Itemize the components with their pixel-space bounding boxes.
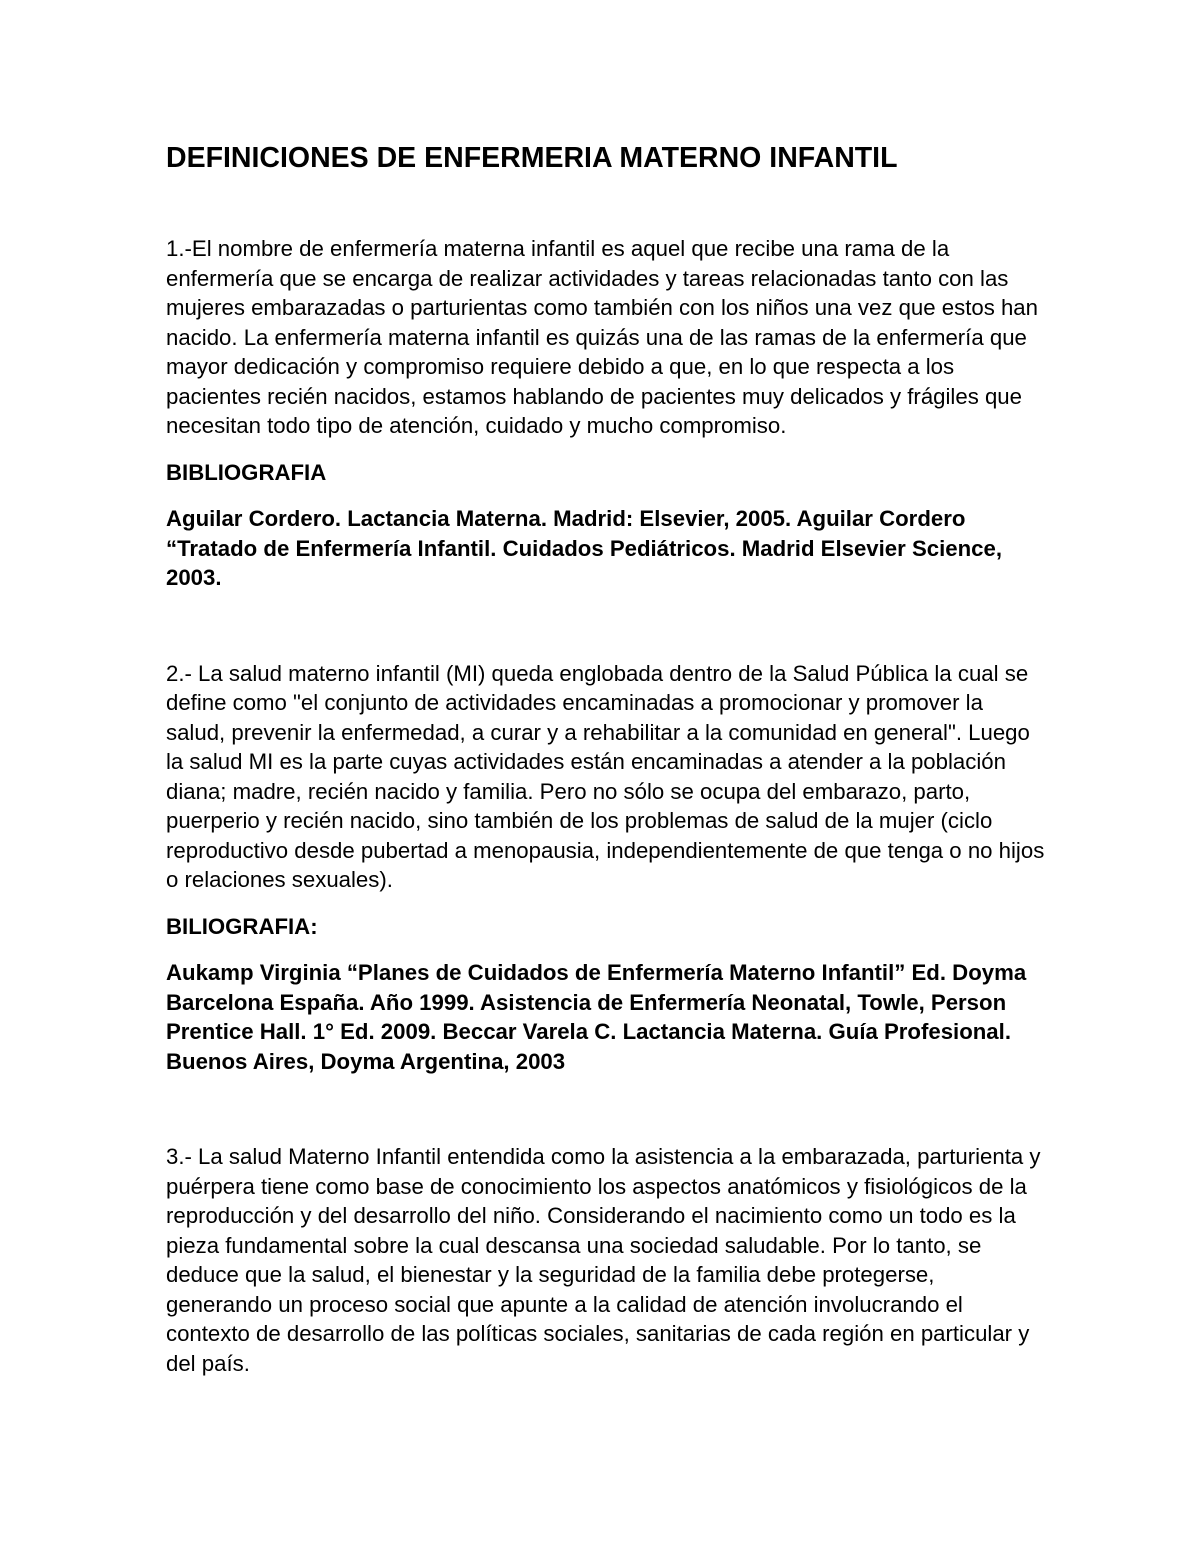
definition-2-text: 2.- La salud materno infantil (MI) queda englobada dentro de la Salud Pública la cual se define como "el conjunto de actividades encaminadas a promocionar y promover la salud, prevenir la enfermedad, a curar y a rehabilitar a la comunidad en general". Luego la salud MI es la parte cuyas actividades están encaminadas a atender a la población diana; madre, recién nacido y familia. Pero no sólo se ocupa del embarazo, parto, puerperio y recién nacido, sino también de los problemas de salud de la mujer (ciclo reproductivo desde pubertad a menopausia, independientemente de que tenga o no hijos o relaciones sexuales). (166, 660, 1045, 892)
bibliography-1-text: Aguilar Cordero. Lactancia Materna. Madrid: Elsevier, 2005. Aguilar Cordero “Tratado de Enfermería Infantil. Cuidados Pediátricos. Madrid Elsevier Science, 2003. (166, 506, 1002, 590)
bibliography-2-heading: BILIOGRAFIA: (166, 913, 318, 939)
bibliography-2-text: Aukamp Virginia “Planes de Cuidados de Enfermería Materno Infantil” Ed. Doyma Barcelona España. Año 1999. Asistencia de Enfermería Neonatal, Towle, Person Prentice Hall. 1° Ed. 2009. Beccar Varela C. Lactancia Materna. Guía Profesional. Buenos Aires, Doyma Argentina, 2003 (166, 960, 1027, 1074)
bibliography-1-heading: BIBLIOGRAFIA (166, 459, 327, 485)
document-content (166, 140, 1046, 1378)
definition-3-text: 3.- La salud Materno Infantil entendida como la asistencia a la embarazada, parturienta y puérpera tiene como base de conocimiento los aspectos anatómicos y fisiológicos de la reproducción y del desarrollo del niño. Considerando el nacimiento como un todo es la pieza fundamental sobre la cual descansa una sociedad saludable. Por lo tanto, se deduce que la salud, el bienestar y la seguridad de la familia debe protegerse, generando un proceso social que apunte a la calidad de atención involucrando el contexto de desarrollo de las políticas sociales, sanitarias de cada región en particular y del país. (166, 1144, 1041, 1376)
document-title: DEFINICIONES DE ENFERMERIA MATERNO INFANTIL (166, 142, 898, 174)
definition-1-text: 1.-El nombre de enfermería materna infantil es aquel que recibe una rama de la enfermería que se encarga de realizar actividades y tareas relacionadas tanto con las mujeres embarazadas o parturientas como también con los niños una vez que estos han nacido. La enfermería materna infantil es quizás una de las ramas de la enfermería que mayor dedicación y compromiso requiere debido a que, en lo que respecta a los pacientes recién nacidos, estamos hablando de pacientes muy delicados y frágiles que necesitan todo tipo de atención, cuidado y mucho compromiso. (166, 236, 1038, 438)
